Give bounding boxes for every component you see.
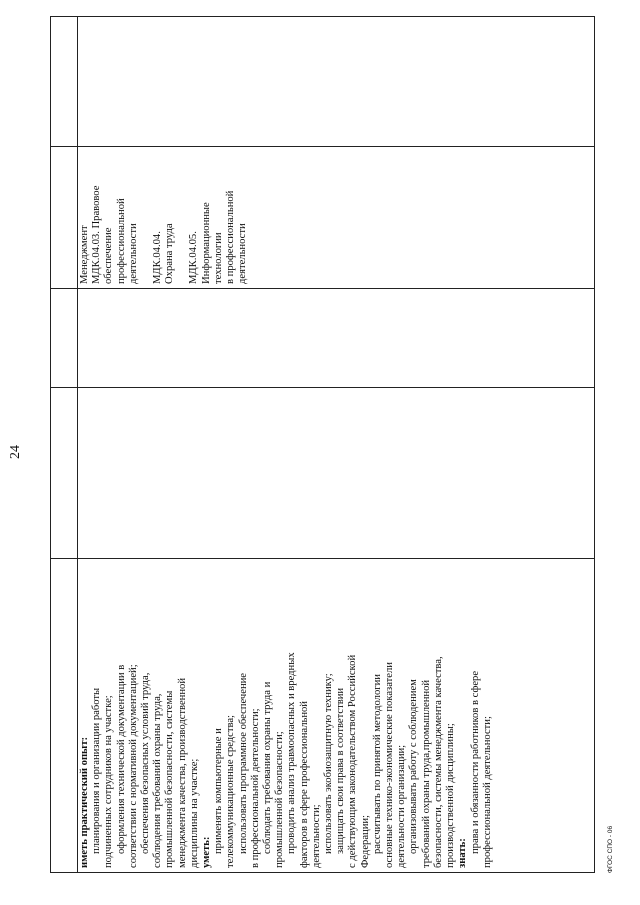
page-number: 24: [8, 445, 23, 459]
list-item: защищать свои права в соответствии: [335, 687, 347, 854]
table-column-divider: [50, 288, 595, 289]
module-line: МДК.04.05.: [188, 231, 200, 284]
table-border-left: [50, 872, 595, 873]
list-item: менеджмента качества, производственной: [176, 678, 188, 868]
list-item: деятельности организации;: [396, 744, 408, 868]
list-item: соответствии с нормативной документацией;: [127, 664, 139, 868]
list-item: требований охраны труда,промышленной: [420, 679, 432, 868]
module-line: в профессиональной: [225, 190, 237, 284]
table-border-right: [50, 16, 595, 17]
list-item: соблюдения требований охраны труда,: [152, 693, 164, 868]
module-line: профессиональной: [115, 198, 127, 284]
table-column-divider: [50, 146, 595, 147]
table-row-divider: [77, 16, 78, 873]
module-line: технологии: [212, 232, 224, 284]
list-item: подчиненных сотрудников на участке;: [103, 695, 115, 868]
list-item: соблюдать требования охраны труда и: [262, 681, 274, 854]
module-line: Охрана труда: [164, 223, 176, 284]
module-line: Информационные: [200, 202, 212, 284]
list-item: промышленной безопасности;: [274, 731, 286, 868]
list-item: применять компьютерные и: [213, 728, 225, 854]
table-column-divider: [50, 387, 595, 388]
list-item: оформления технической документации в: [115, 664, 127, 854]
list-item: использовать экобиозащитную технику;: [323, 673, 335, 854]
list-item: основные технико-экономические показатели: [384, 662, 396, 868]
list-item: проводить анализ травмоопасных и вредных: [286, 652, 298, 854]
list-item: с действующим законодательством Российской: [347, 654, 359, 868]
list-item: профессиональной деятельности;: [481, 716, 493, 868]
rotated-page: [8, 16, 614, 873]
module-line: МДК.04.03. Правовое: [91, 185, 103, 284]
abilities-heading: уметь:: [201, 836, 213, 868]
skills-cell: [79, 566, 494, 868]
table-column-divider: [50, 558, 595, 559]
table-border-bottom: [594, 16, 595, 873]
list-item: права и обязанности работников в сфере: [469, 670, 481, 854]
module-spacer: [140, 150, 152, 284]
module-line: деятельности: [127, 223, 139, 284]
list-item: Федерации;: [359, 815, 371, 868]
practical-heading: иметь практический опыт:: [79, 736, 90, 868]
module-line: Менеджмент: [79, 225, 90, 284]
modules-cell: [79, 150, 249, 284]
list-item: промышленной безопасности, системы: [164, 690, 176, 868]
knowledge-heading: знать:: [457, 838, 469, 868]
list-item: планирования и организации работы: [91, 687, 103, 854]
list-item: факторов в сфере профессиональной: [298, 701, 310, 868]
list-item: производственной дисциплины;: [445, 723, 457, 868]
module-spacer: [176, 150, 188, 284]
list-item: безопасности, системы менеджмента качества,: [432, 656, 444, 868]
footer-code: ФГОС СПО - 06: [607, 825, 614, 873]
module-line: МДК.04.04.: [152, 231, 164, 284]
list-item: организовывать работу с соблюдением: [408, 679, 420, 854]
table-border-top: [50, 16, 51, 873]
list-item: обеспечения безопасных условий труда,: [140, 672, 152, 854]
list-item: телекоммуникационные средства;: [225, 715, 237, 868]
list-item: использовать программное обеспечение: [237, 673, 249, 854]
list-item: дисциплины на участке;: [188, 758, 200, 868]
module-line: деятельности: [237, 223, 249, 284]
list-item: рассчитывать по принятой методологии: [371, 674, 383, 854]
list-item: в профессиональной деятельности;: [249, 708, 261, 868]
module-line: обеспечение: [103, 227, 115, 284]
list-item: деятельности;: [310, 804, 322, 868]
